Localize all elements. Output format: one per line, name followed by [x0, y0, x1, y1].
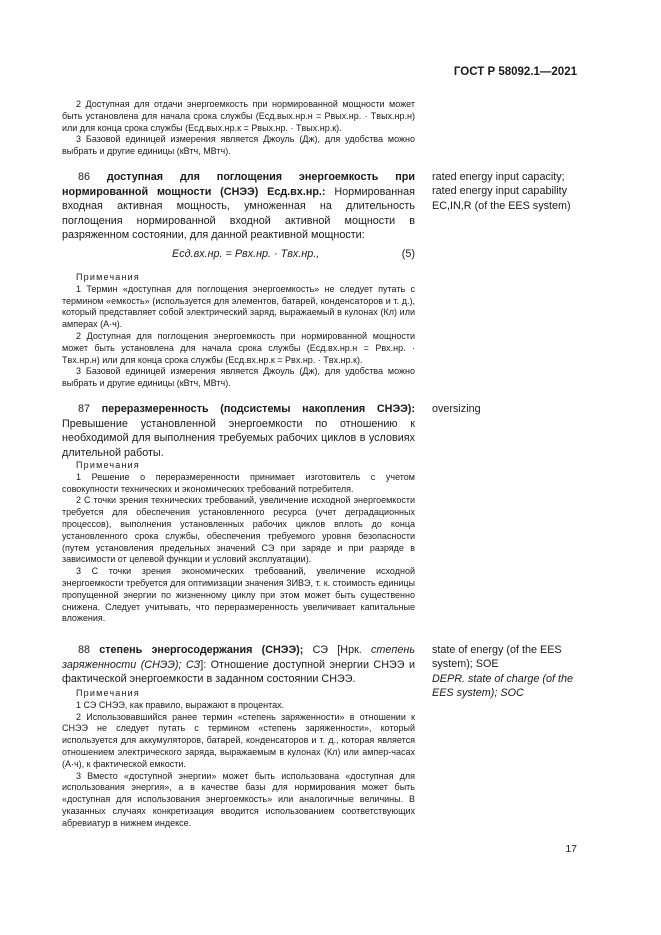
- term-88-english: state of energy (of the EES system); SOE DEPR. state of charge (of the EES system); SOC: [432, 644, 574, 700]
- term-86-definition: Нормированная входная активная мощность, умноженная на длительность поглощения нормированной входной активной мощности в разряженном состоянии, для данной реактивной мощности:: [62, 185, 415, 242]
- term-87-english: oversizing: [432, 403, 481, 415]
- term-88-deprecated: степень заряженности (СНЭЭ); СЗ: [62, 644, 415, 671]
- term-87: [62, 402, 415, 460]
- term-86-number: 86: [78, 171, 91, 183]
- standard-header: ГОСТ Р 58092.1—2021: [453, 66, 577, 78]
- term-88: 88 степень энергосодержания (СНЭЭ); СЭ [Нрк. степень заряженности (СНЭЭ); СЗ]: Отношение доступной энергии СНЭЭ и фактической энергоемкости в заданном состоянии СНЭЭ.: [62, 644, 415, 686]
- top-notes: [62, 99, 415, 158]
- formula-number: (5): [401, 248, 415, 260]
- term-86-title: доступная для поглощения энергоемкость при нормированной мощности (СНЭЭ) Eсд.вх.нр.:: [62, 171, 416, 198]
- top-note-2: 2 Доступная для отдачи энергоемкость при нормированной мощности может быть установлена для начала срока службы (Eсд.вых.нр.н = Pвых.нр. · Tвых.нр.н) или для конца срока службы (Eсд.вых.нр.к = Pвых.нр. · Tвых.нр.к).: [62, 99, 415, 133]
- term-86: [62, 170, 415, 243]
- term-87-notes: Примечания 1 Решение о переразмеренности принимает изготовитель с учетом совокупности технических и экономических требований потребителя. 2 С точки зрения технических требований, увеличение исходной энергоемкости требуется для обеспечения установленного ресурса (учет деградационных процессов), выполнения установленных рабочих циклов вплоть до конца установленного срока службы, обеспечения требуемого уровня безопасности (путем установления предельных значений СЭ при заряде и при разряде в зависимости от целевой функции и условий эксплуатации). 3 С точки зрения экономических требований, увеличение исходной энергоемкости требуется для оптимизации значения ЗИВЭ, т. к. стоимость единицы пропущенной энергии по жизненному циклу при этом может быть существенно снижена. Следует учитывать, что переразмеренность увеличивает капитальные вложения.: [62, 460, 415, 624]
- term-86-english: rated energy input capacity; rated energy input capability EC,IN,R (of the EES system): [432, 171, 571, 212]
- page-number: 17: [565, 843, 577, 855]
- top-note-3: 3 Базовой единицей измерения является Джоуль (Дж), для удобства можно выбрать и другие единицы (кВтч, МВтч).: [62, 134, 415, 157]
- term-88-title: степень энергосодержания (СНЭЭ);: [99, 644, 304, 656]
- term-88-number: 88: [78, 644, 91, 656]
- term-86-notes: Примечания 1 Термин «доступная для поглощения энергоемкость» не следует путать с термином «емкость» (используется для элементов, батарей, конденсаторов и т. д.), который представляет собой электрический заряд, выражаемый в кулонах (Кл) или амперах (А·ч). 2 Доступная для поглощения энергоемкость при нормированной мощности может быть установлена для начала срока службы (Eсд.вх.нр.н = Pвх.нр. · Tвх.нр.н) или для конца срока службы (Eсд.вх.нр.к = Pвх.нр. · Tвх.нр.к). 3 Базовой единицей измерения является Джоуль (Дж), для удобства можно выбрать и другие единицы (кВтч, МВтч).: [62, 272, 415, 389]
- notes-title: Примечания: [76, 272, 140, 282]
- term-88-notes: Примечания 1 СЭ СНЭЭ, как правило, выражают в процентах. 2 Использовавшийся ранее термин «степень заряженности» в отношении к СНЭЭ не следует путать с термином «степень заряженности», который используется для аккумуляторов, батарей, конденсаторов и т. д., которая является отношением электрического заряда, выражаемым в кулонах (Кл) или ампер-часах (А·ч), к фактической емкости. 3 Вместо «доступной энергии» может быть использована «доступная для использования энергия», а в качестве базы для нормирования может быть «доступная для использования энергоемкость» или аналогичные величины. В указанных случаях конкретизация вводится использованием соответствующих абревиатур в нижнем индексе.: [62, 688, 415, 828]
- formula-expression: Eсд.вх.нр. = Pвх.нр. · Tвх.нр.,: [172, 248, 320, 260]
- term-88-definition: ]: Отношение доступной энергии СНЭЭ и фактической энергоемкости в заданном состоянии СНЭЭ.: [62, 658, 415, 686]
- term-87-title: переразмеренность (подсистемы накопления СНЭЭ):: [101, 403, 415, 415]
- term-87-number: 87: [78, 403, 91, 415]
- term-87-definition: Превышение установленной энергоемкости по отношению к необходимой для выполнения требуемых рабочих циклов в условиях длительной работы.: [62, 417, 415, 459]
